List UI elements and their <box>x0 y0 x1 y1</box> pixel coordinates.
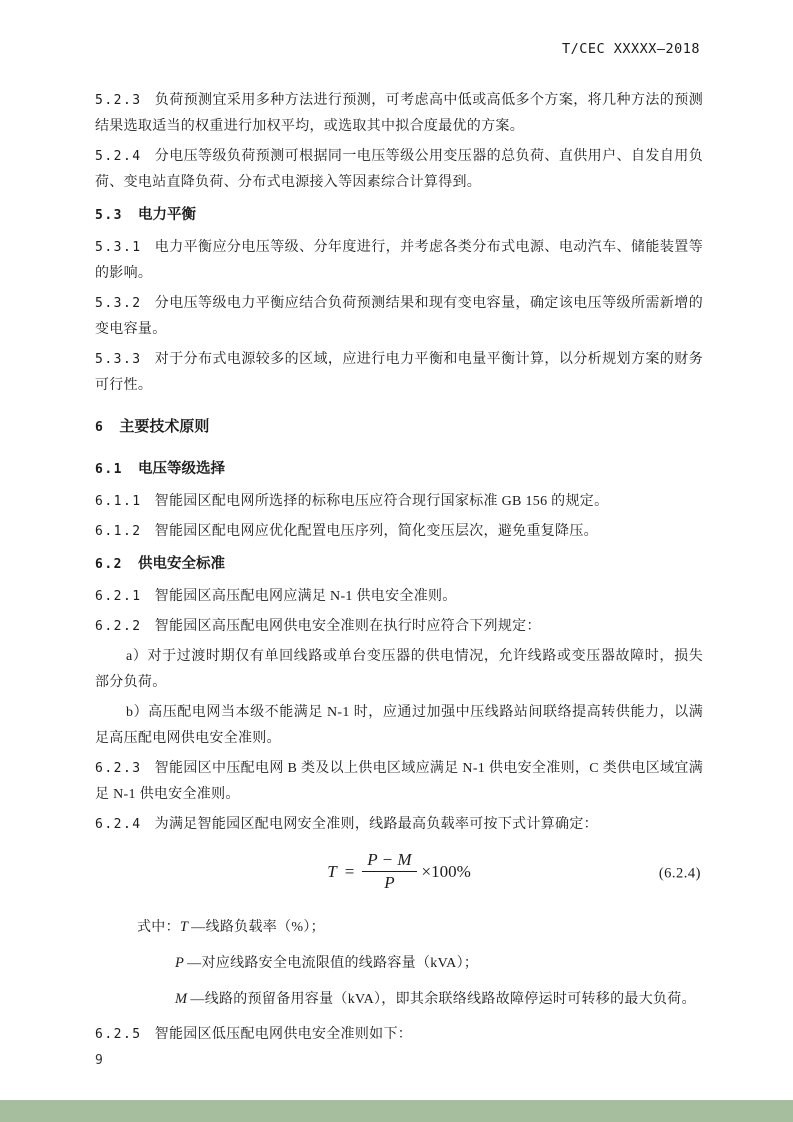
section-number: 6.2 <box>95 557 123 572</box>
clause-number: 6.2.4 <box>95 817 142 832</box>
clause-text: 智能园区中压配电网 B 类及以上供电区域应满足 N-1 供电安全准则，C 类供电区域宜满足 N-1 供电安全准则。 <box>95 761 703 802</box>
document-body <box>95 88 703 1052</box>
clause-number: 5.3.1 <box>95 240 142 255</box>
clause-text: 智能园区配电网应优化配置电压序列，简化变压层次，避免重复降压。 <box>154 524 598 539</box>
footer-scan-bar <box>0 1100 793 1122</box>
where-description: —对应线路安全电流限值的线路容量（kVA）； <box>187 956 479 971</box>
clause-number: 6.2.3 <box>95 761 142 776</box>
section-heading-6 <box>95 413 703 442</box>
section-title: 供电安全标准 <box>137 556 225 572</box>
section-heading-5.3 <box>95 202 703 229</box>
clause-6.2.3 <box>95 756 703 808</box>
equation-lhs: T <box>327 861 337 881</box>
equation <box>95 846 703 902</box>
list-item <box>95 700 703 752</box>
clause-number: 5.2.3 <box>95 93 142 108</box>
clause-6.2.5 <box>95 1022 703 1048</box>
list-item <box>95 644 703 696</box>
where-label: 式中： <box>137 920 180 935</box>
clause-6.1.2 <box>95 519 703 545</box>
clause-6.2.2 <box>95 614 703 640</box>
list-item-text: b）高压配电网当本级不能满足 N-1 时，应通过加强中压线路站间联络提高转供能力，以满足高压配电网供电安全准则。 <box>95 705 703 746</box>
page-number: 9 <box>95 1053 103 1068</box>
clause-number: 5.3.2 <box>95 296 142 311</box>
clause-text: 为满足智能园区配电网安全准则，线路最高负载率可按下式计算确定： <box>154 817 598 832</box>
where-variable: P <box>175 955 185 971</box>
clause-number: 6.2.5 <box>95 1027 142 1042</box>
clause-text: 智能园区配电网所选择的标称电压应符合现行国家标准 GB 156 的规定。 <box>154 494 609 509</box>
clause-text: 智能园区高压配电网应满足 N-1 供电安全准则。 <box>154 589 457 604</box>
section-number: 6.1 <box>95 462 123 477</box>
where-clause <box>175 950 703 977</box>
clause-text: 分电压等级电力平衡应结合负荷预测结果和现有变电容量，确定该电压等级所需新增的变电容量。 <box>95 296 703 337</box>
clause-text: 分电压等级负荷预测可根据同一电压等级公用变压器的总负荷、直供用户、自发自用负荷、变电站直降负荷、分布式电源接入等因素综合计算得到。 <box>95 149 703 190</box>
clause-5.3.3 <box>95 347 703 399</box>
section-number: 5.3 <box>95 208 123 223</box>
section-heading-6.2 <box>95 551 703 578</box>
clause-text: 对于分布式电源较多的区域，应进行电力平衡和电量平衡计算，以分析规划方案的财务可行性。 <box>95 352 703 393</box>
clause-6.1.1 <box>95 489 703 515</box>
section-heading-6.1 <box>95 456 703 483</box>
equation-number: (6.2.4) <box>658 865 701 882</box>
equation-relation: = <box>344 861 355 881</box>
equation-body <box>327 850 471 894</box>
clause-text: 智能园区高压配电网供电安全准则在执行时应符合下列规定： <box>154 619 541 634</box>
clause-number: 5.2.4 <box>95 149 142 164</box>
where-variable: T <box>179 919 189 935</box>
where-variable: M <box>175 991 188 1007</box>
clause-5.3.2 <box>95 291 703 343</box>
section-title: 电压等级选择 <box>137 461 225 477</box>
clause-6.2.1 <box>95 584 703 610</box>
clause-5.2.4 <box>95 144 703 196</box>
clause-number: 6.1.1 <box>95 494 142 509</box>
section-title: 电力平衡 <box>137 207 196 223</box>
clause-number: 6.1.2 <box>95 524 142 539</box>
fraction-denominator: P <box>384 873 395 893</box>
clause-6.2.4 <box>95 812 703 838</box>
section-number: 6 <box>95 420 105 435</box>
list-item-text: a）对于过渡时期仅有单回线路或单台变压器的供电情况，允许线路或变压器故障时，损失部分负荷。 <box>95 649 703 690</box>
clause-5.3.1 <box>95 235 703 287</box>
clause-text: 负荷预测宜采用多种方法进行预测，可考虑高中低或高低多个方案，将几种方法的预测结果选取适当的权重进行加权平均，或选取其中拟合度最优的方案。 <box>95 93 703 134</box>
section-title: 主要技术原则 <box>119 418 210 435</box>
clause-text: 智能园区低压配电网供电安全准则如下： <box>154 1027 413 1042</box>
fraction-numerator: P − M <box>362 850 416 872</box>
clause-number: 6.2.1 <box>95 589 142 604</box>
where-clause <box>175 986 703 1013</box>
equation-suffix: ×100% <box>421 861 471 881</box>
equation-fraction <box>362 850 416 894</box>
clause-5.2.3 <box>95 88 703 140</box>
clause-number: 6.2.2 <box>95 619 142 634</box>
clause-text: 电力平衡应分电压等级、分年度进行，并考虑各类分布式电源、电动汽车、储能装置等的影响。 <box>95 240 703 281</box>
standard-number-header: T/CEC XXXXX—2018 <box>561 41 700 57</box>
where-description: —线路的预留备用容量（kVA），即其余联络线路故障停运时可转移的最大负荷。 <box>190 992 696 1007</box>
where-description: —线路负载率（%）； <box>191 920 325 935</box>
where-clause <box>137 914 703 941</box>
clause-number: 5.3.3 <box>95 352 142 367</box>
